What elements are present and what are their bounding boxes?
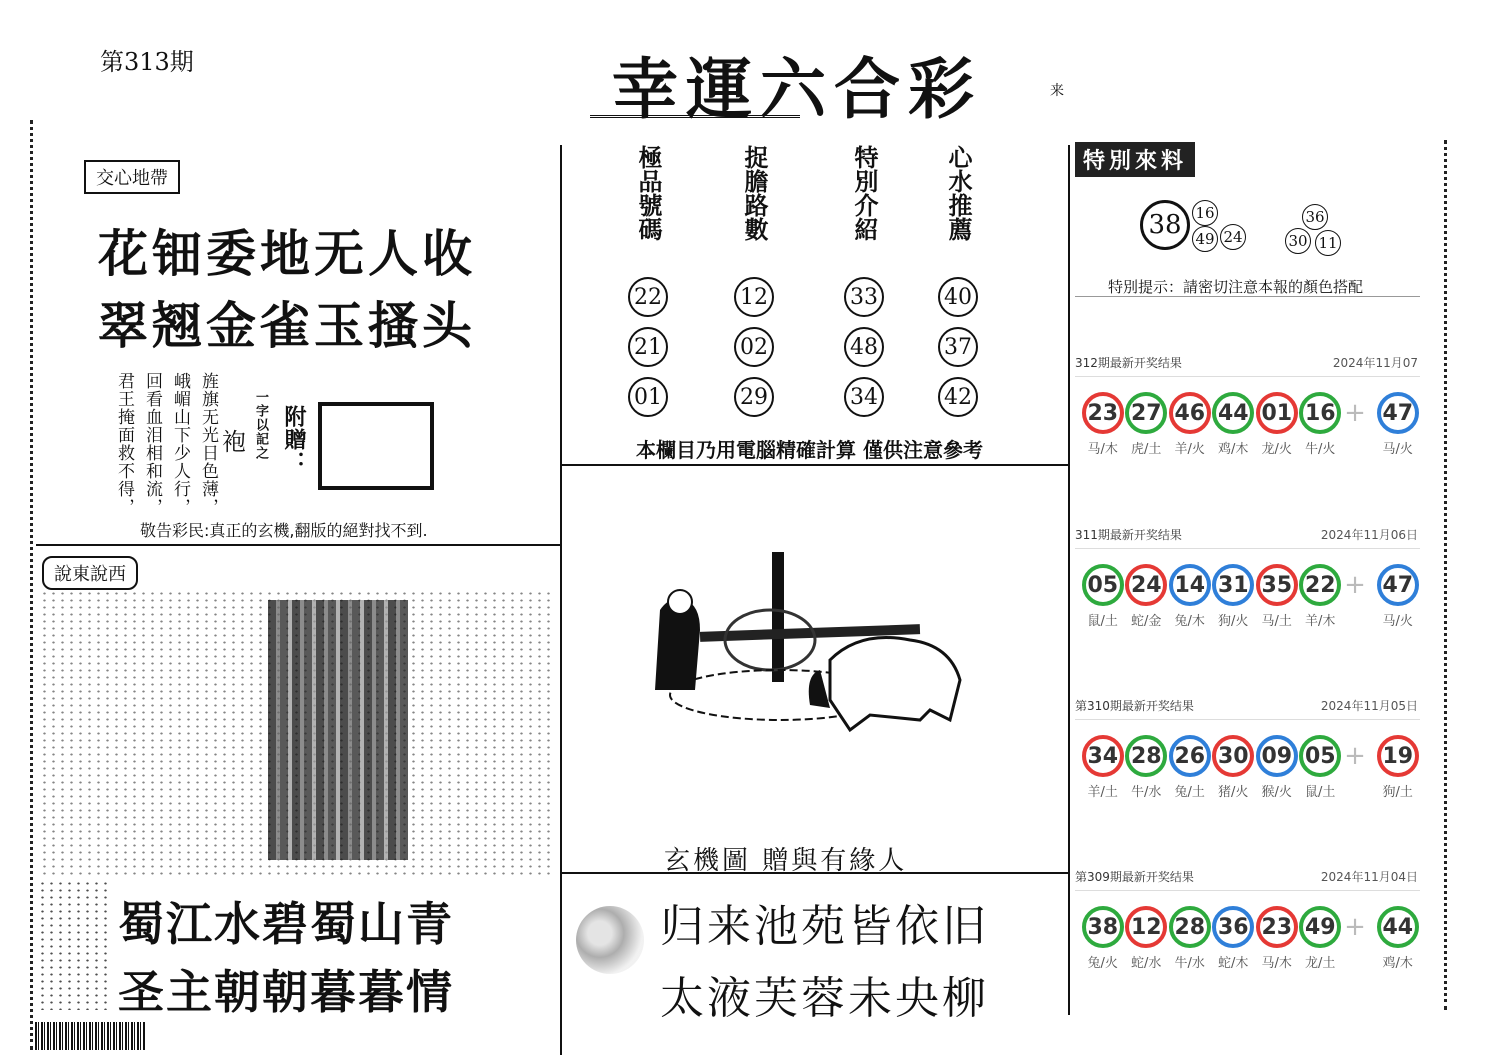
bottom-left-poem-1: 蜀江水碧蜀山青 [118, 897, 454, 951]
column-head: 心水推薦 [944, 145, 973, 241]
verse-col: 君王掩面救不得， [114, 372, 134, 516]
section-tag-heart: 交心地帶 [84, 160, 180, 194]
zodiac-label: 鸡/木 [1218, 442, 1249, 457]
plus-icon: + [1344, 912, 1366, 942]
zodiac-label: 兔/火 [1087, 956, 1118, 971]
zodiac-label: 兔/木 [1174, 614, 1205, 629]
lottery-ball: 31 [1212, 564, 1254, 606]
special-divider [1075, 296, 1420, 297]
result-panel [1075, 693, 1420, 853]
verse-columns [108, 372, 218, 516]
result-period: 第309期最新开奖结果 [1075, 870, 1194, 884]
gift-box [318, 402, 434, 490]
lottery-ball: 27 [1125, 392, 1167, 434]
column-courage [734, 145, 774, 417]
zodiac-label: 蛇/金 [1131, 614, 1162, 629]
lottery-ball: 09 [1256, 735, 1298, 777]
ball-item [1299, 906, 1343, 971]
ball-item [1376, 564, 1420, 629]
zodiac-label: 羊/火 [1174, 442, 1205, 457]
hint-character: 袍 [222, 428, 246, 456]
number-circle: 40 [938, 277, 978, 317]
lottery-ball: 22 [1299, 564, 1341, 606]
title-ornament [590, 115, 800, 130]
column-head: 捉膽路數 [740, 145, 769, 241]
picture-caption: 玄機圖 贈與有緣人 [664, 846, 908, 876]
lottery-ball: 05 [1299, 735, 1341, 777]
ball-item [1168, 735, 1212, 800]
number-circle: 12 [734, 277, 774, 317]
ball-item [1212, 564, 1256, 629]
zodiac-label: 马/木 [1261, 956, 1292, 971]
ball-item [1168, 906, 1212, 971]
number-circle: 33 [844, 277, 884, 317]
lottery-ball: 30 [1212, 735, 1254, 777]
gift-label: 附贈： [281, 405, 307, 474]
lottery-ball: 47 [1377, 564, 1419, 606]
result-header [1075, 864, 1420, 891]
divider-left [560, 145, 562, 1055]
title-tail: 来 [1050, 83, 1064, 99]
ball-item [1212, 735, 1256, 800]
column-head: 特別介紹 [850, 145, 879, 241]
number-circle: 48 [844, 327, 884, 367]
verse-col: 回看血泪相和流， [142, 372, 162, 516]
column-premium [628, 145, 668, 417]
hint-label: 一字以記之 [253, 390, 268, 460]
zodiac-label: 鼠/土 [1087, 614, 1118, 629]
divider-left-h [36, 544, 560, 546]
ball-item [1255, 906, 1299, 971]
zodiac-label: 鸡/木 [1382, 956, 1413, 971]
lottery-ball: 38 [1082, 906, 1124, 948]
ball-item [1255, 735, 1299, 800]
ball-item [1081, 392, 1125, 457]
ball-item [1125, 564, 1169, 629]
result-header [1075, 693, 1420, 720]
zodiac-label: 狗/土 [1382, 785, 1413, 800]
bottom-left-poem-2: 圣主朝朝暮暮情 [118, 965, 454, 1019]
ball-item [1299, 564, 1343, 629]
ball-item [1255, 392, 1299, 457]
result-period: 第310期最新开奖结果 [1075, 699, 1194, 713]
zodiac-label: 龙/土 [1305, 956, 1336, 971]
lottery-ball: 16 [1299, 392, 1341, 434]
section-tag-talk: 說東說西 [42, 556, 138, 590]
result-period: 311期最新开奖结果 [1075, 528, 1182, 542]
ball-item [1376, 392, 1420, 457]
ball-item [1168, 392, 1212, 457]
zodiac-label: 猴/火 [1261, 785, 1292, 800]
zodiac-label: 羊/土 [1087, 785, 1118, 800]
plus-icon: + [1344, 398, 1366, 428]
zodiac-label: 马/木 [1087, 442, 1118, 457]
result-panel [1075, 522, 1420, 682]
result-date: 2024年11月07 [1332, 356, 1418, 370]
calc-note: 本欄目乃用電腦精確計算 僅供注意參考 [636, 438, 983, 462]
number-circle: 21 [628, 327, 668, 367]
lottery-ball: 44 [1212, 392, 1254, 434]
lottery-ball: 23 [1082, 392, 1124, 434]
lottery-ball: 49 [1299, 906, 1341, 948]
number-circle: 37 [938, 327, 978, 367]
number-circle: 01 [628, 377, 668, 417]
column-heart [938, 145, 978, 417]
lottery-ball: 12 [1125, 906, 1167, 948]
poem-line-2: 翠翘金雀玉搔头 [98, 296, 476, 355]
zodiac-label: 牛/水 [1174, 956, 1205, 971]
divider-mid-h1 [560, 464, 1068, 466]
number-circle: 22 [628, 277, 668, 317]
result-panel [1075, 864, 1420, 1024]
ball-item [1212, 392, 1256, 457]
barcode [35, 1022, 145, 1050]
divider-right [1068, 145, 1070, 1015]
result-header [1075, 522, 1420, 549]
ball-item [1168, 564, 1212, 629]
lottery-ball: 24 [1125, 564, 1167, 606]
special-small-number: 11 [1315, 230, 1341, 256]
special-small-number: 49 [1192, 226, 1218, 252]
lottery-ball: 47 [1377, 392, 1419, 434]
page-title: 幸運六合彩 [612, 50, 982, 128]
zodiac-label: 蛇/木 [1218, 956, 1249, 971]
ball-item [1299, 392, 1343, 457]
plus-icon: + [1344, 570, 1366, 600]
lottery-ball: 28 [1125, 735, 1167, 777]
result-balls [1081, 906, 1420, 971]
special-hint: 特別提示：請密切注意本報的顏色搭配 [1108, 278, 1364, 296]
faded-corner-image [38, 880, 113, 1010]
lottery-ball: 34 [1082, 735, 1124, 777]
zodiac-label: 龙/火 [1261, 442, 1292, 457]
zodiac-label: 虎/土 [1131, 442, 1162, 457]
lottery-ball: 35 [1256, 564, 1298, 606]
zodiac-label: 马/土 [1261, 614, 1292, 629]
number-circle: 42 [938, 377, 978, 417]
zodiac-label: 羊/木 [1305, 614, 1336, 629]
yin-yang-icon [576, 906, 644, 974]
ball-item [1376, 735, 1420, 800]
zodiac-label: 马/火 [1382, 614, 1413, 629]
poem-line-1: 花钿委地无人收 [98, 224, 476, 283]
zodiac-label: 马/火 [1382, 442, 1413, 457]
lottery-ball: 23 [1256, 906, 1298, 948]
result-date: 2024年11月05日 [1320, 699, 1418, 713]
zodiac-label: 狗/火 [1218, 614, 1249, 629]
result-balls [1081, 735, 1420, 800]
ball-item [1081, 906, 1125, 971]
result-header [1075, 350, 1420, 377]
bottom-mid-poem-1: 归来池苑皆依旧 [660, 901, 989, 952]
result-date: 2024年11月04日 [1320, 870, 1418, 884]
lottery-ball: 26 [1169, 735, 1211, 777]
ball-item [1125, 735, 1169, 800]
lottery-ball: 28 [1169, 906, 1211, 948]
verse-col: 旌旗无光日色薄， [198, 372, 218, 516]
faded-article-dark-block [268, 600, 408, 860]
zodiac-label: 牛/火 [1305, 442, 1336, 457]
bottom-mid-poem-2: 太液芙蓉未央柳 [660, 973, 989, 1024]
result-date: 2024年11月06日 [1320, 528, 1418, 542]
recommend-columns [628, 145, 1008, 435]
ball-item [1081, 735, 1125, 800]
zodiac-label: 牛/水 [1131, 785, 1162, 800]
number-circle: 34 [844, 377, 884, 417]
column-head: 極品號碼 [634, 145, 663, 241]
lottery-ball: 36 [1212, 906, 1254, 948]
issue-number: 第313期 [100, 48, 194, 76]
zodiac-label: 兔/土 [1174, 785, 1205, 800]
lottery-ball: 14 [1169, 564, 1211, 606]
ball-item [1376, 906, 1420, 971]
column-special [844, 145, 884, 417]
zodiac-label: 鼠/土 [1305, 785, 1336, 800]
result-balls [1081, 392, 1420, 457]
notice-text: 敬告彩民:真正的玄機,翻版的絕對找不到. [140, 521, 428, 540]
verse-col: 峨嵋山下少人行， [170, 372, 190, 516]
ball-item [1299, 735, 1343, 800]
special-small-number: 16 [1192, 200, 1218, 226]
ball-item [1125, 906, 1169, 971]
ball-item [1255, 564, 1299, 629]
ball-item [1125, 392, 1169, 457]
result-period: 312期最新开奖结果 [1075, 356, 1182, 370]
lottery-ball: 01 [1256, 392, 1298, 434]
special-small-number: 36 [1302, 204, 1328, 230]
lottery-ball: 19 [1377, 735, 1419, 777]
special-tag: 特別來料 [1075, 142, 1195, 177]
lottery-ball: 46 [1169, 392, 1211, 434]
right-border-ornament [1436, 140, 1447, 1010]
zodiac-label: 猪/火 [1218, 785, 1249, 800]
result-balls [1081, 564, 1420, 629]
zodiac-label: 蛇/水 [1131, 956, 1162, 971]
ball-item [1212, 906, 1256, 971]
number-circle: 02 [734, 327, 774, 367]
lottery-ball: 44 [1377, 906, 1419, 948]
special-small-number: 30 [1285, 228, 1311, 254]
ball-item [1081, 564, 1125, 629]
lottery-ball: 05 [1082, 564, 1124, 606]
result-panel [1075, 350, 1420, 510]
special-main-number: 38 [1140, 200, 1190, 250]
ox-mill-illustration [630, 540, 990, 760]
special-small-number: 24 [1220, 224, 1246, 250]
number-circle: 29 [734, 377, 774, 417]
plus-icon: + [1344, 741, 1366, 771]
